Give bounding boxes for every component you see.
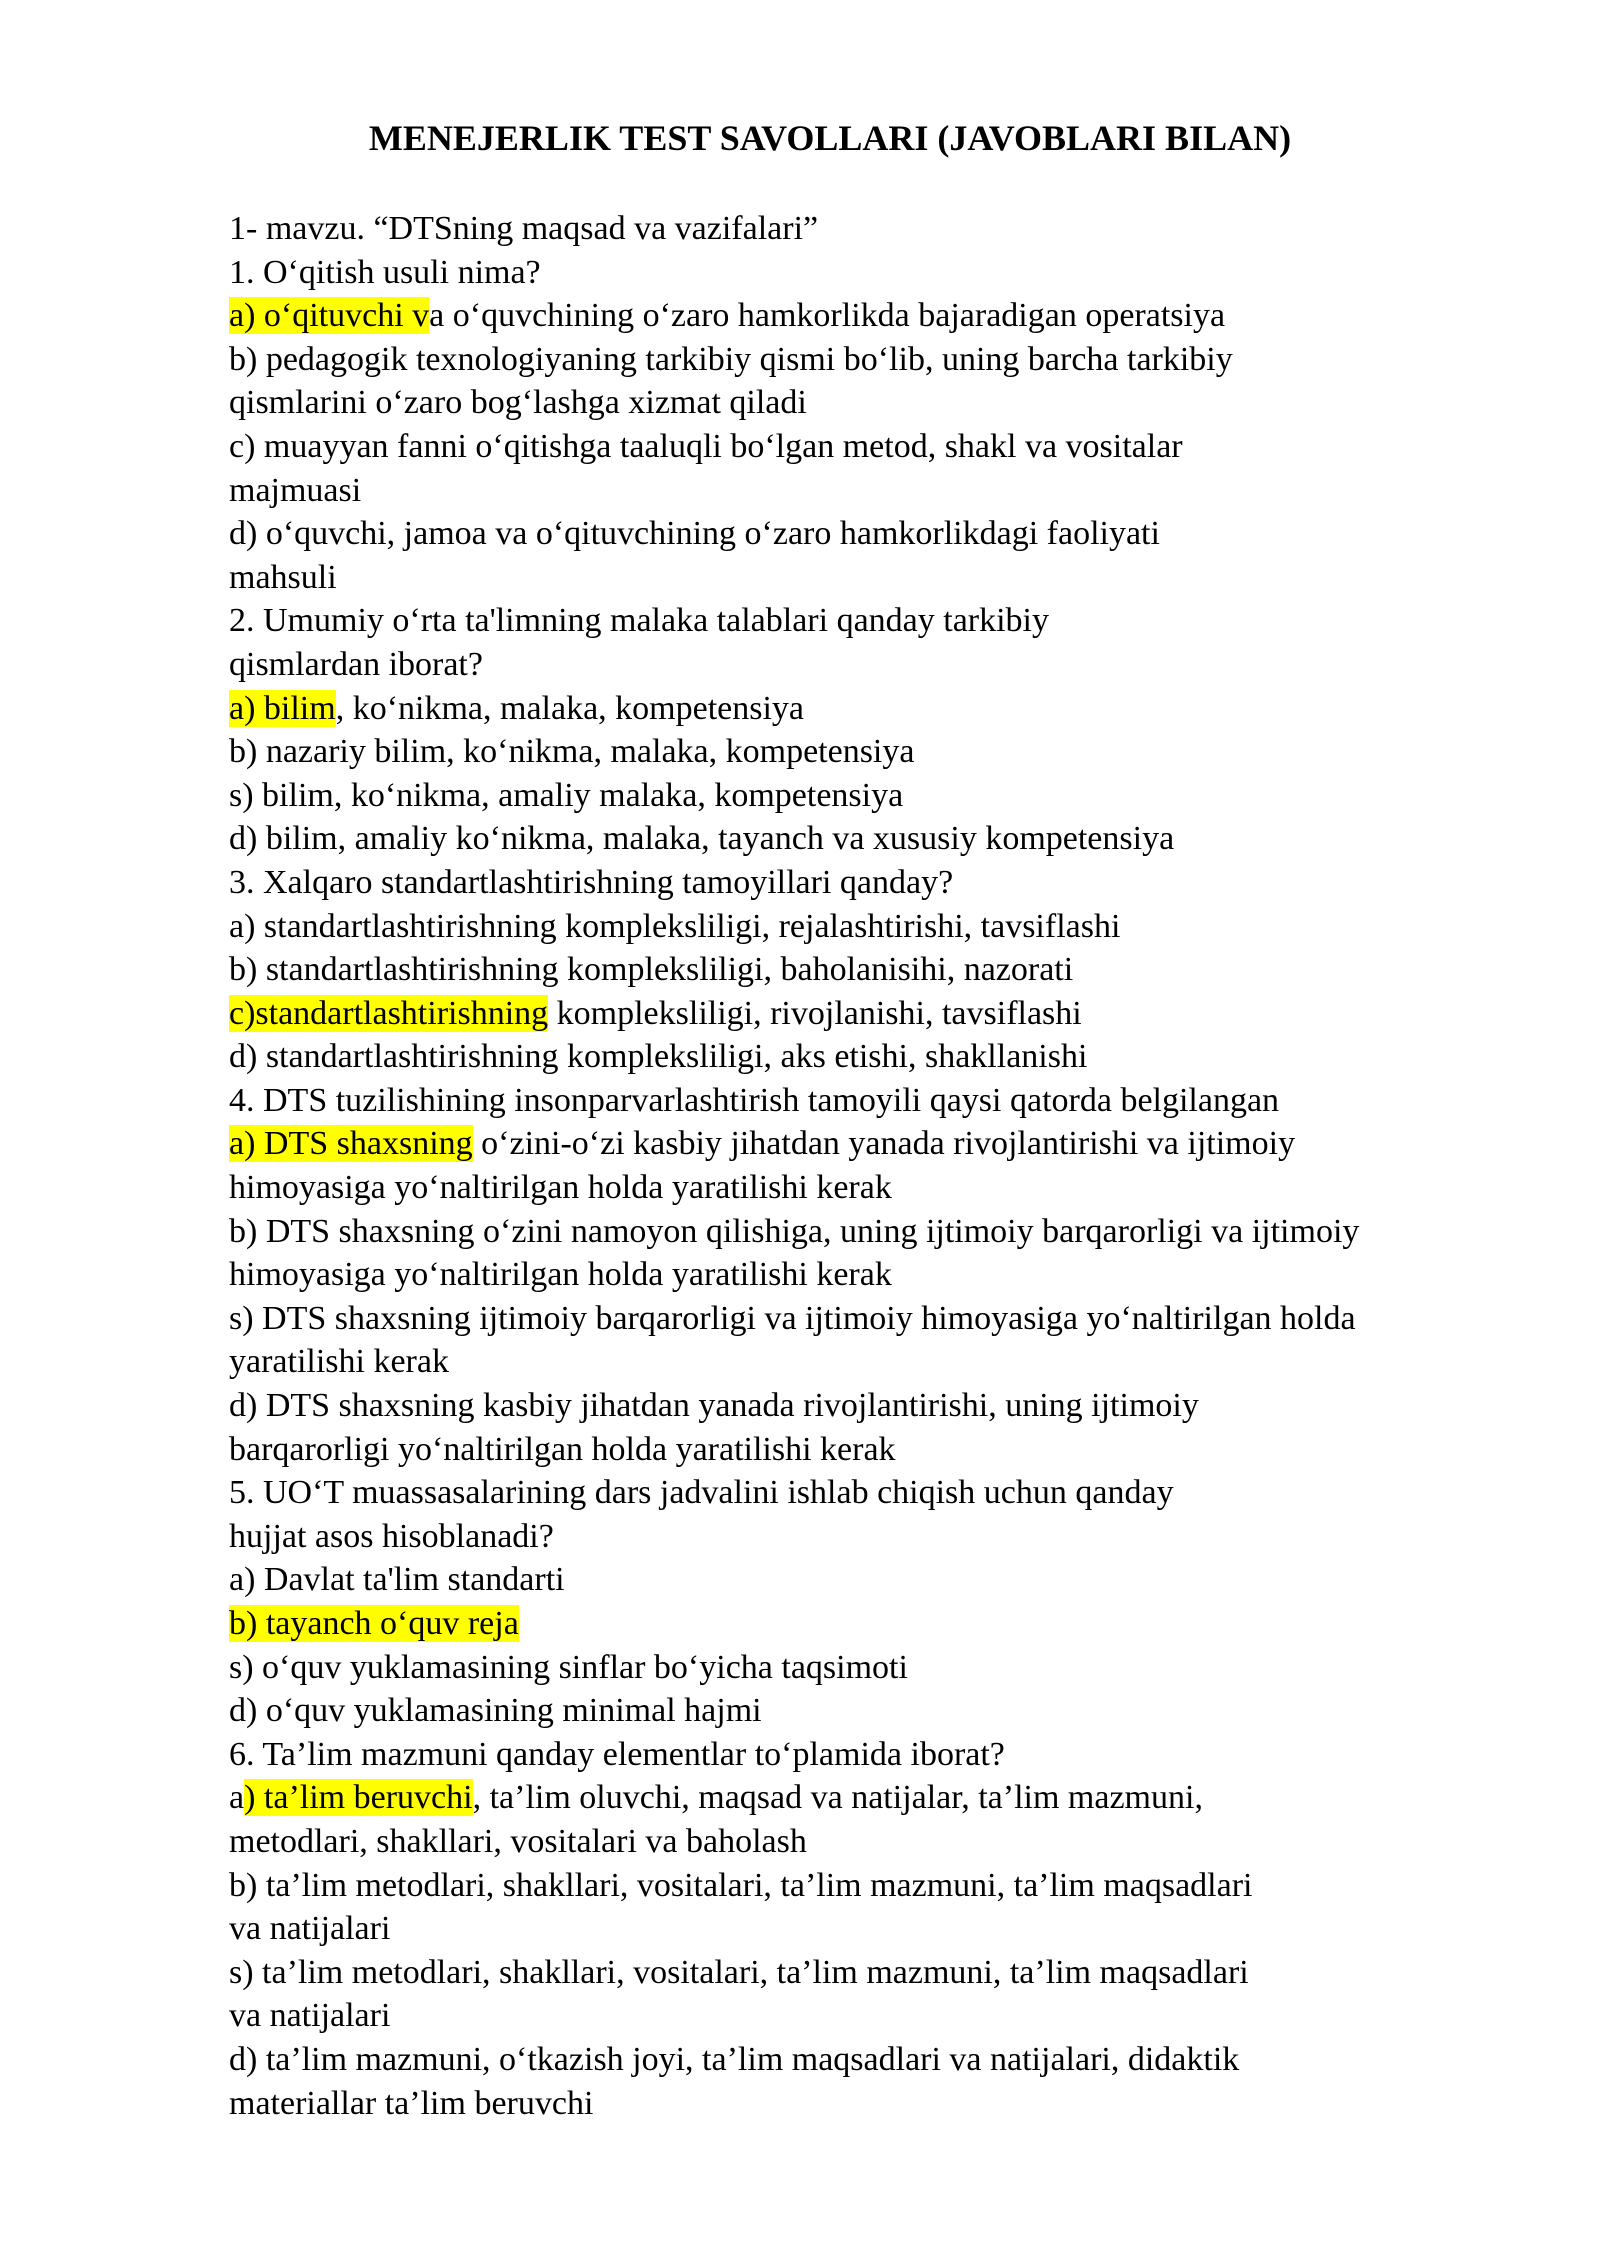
line-text: qismlardan iborat? [229, 645, 483, 683]
text-line [229, 1646, 1529, 1690]
text-line [229, 774, 1529, 818]
text-line [229, 338, 1529, 382]
line-text: himoyasiga yoʻnaltirilgan holda yaratilishi kerak [229, 1169, 892, 1207]
line-text: 3. Xalqaro standartlashtirishning tamoyillari qanday? [229, 863, 954, 901]
highlighted-answer: b) tayanch oʻquv reja [229, 1605, 519, 1642]
text-line [229, 2082, 1529, 2126]
line-text: b) DTS shaxsning oʻzini namoyon qilishiga, uning ijtimoiy barqarorligi va ijtimoiy [229, 1212, 1360, 1250]
line-text: hujjat asos hisoblanadi? [229, 1517, 554, 1555]
line-text: d) ta’lim mazmuni, oʻtkazish joyi, ta’lim maqsadlari va natijalari, didaktik [229, 2040, 1240, 2078]
line-text: s) bilim, koʻnikma, amaliy malaka, kompetensiya [229, 776, 904, 814]
text-line [229, 905, 1529, 949]
text-line [229, 1864, 1529, 1908]
text-line [229, 1253, 1529, 1297]
text-line [229, 1122, 1529, 1166]
text-line [229, 861, 1529, 905]
line-text: 2. Umumiy oʻrta ta'limning malaka talablari qanday tarkibiy [229, 602, 1050, 640]
line-text: a) Davlat ta'lim standarti [229, 1561, 565, 1599]
text-line [229, 992, 1529, 1036]
text-line [229, 1951, 1529, 1995]
text-line [229, 1994, 1529, 2038]
text-line [229, 1820, 1529, 1864]
document-body [229, 207, 1529, 2125]
highlighted-answer: a) oʻqituvchi v [229, 297, 430, 335]
line-text: himoyasiga yoʻnaltirilgan holda yaratilishi kerak [229, 1256, 892, 1294]
line-text: a) standartlashtirishning kompleksliligi, rejalashtirishi, tavsiflashi [229, 907, 1121, 945]
line-text: c) muayyan fanni oʻqitishga taaluqli boʻlgan metod, shakl va vositalar [229, 427, 1183, 465]
line-text: 4. DTS tuzilishining insonparvarlashtirish tamoyili qaysi qatorda belgilangan [229, 1081, 1280, 1119]
line-text: qismlarini oʻzaro bogʻlashga xizmat qiladi [229, 384, 807, 422]
line-text: a oʻquvchining oʻzaro hamkorlikda bajaradigan operatsiya [429, 297, 1226, 335]
line-text: yaratilishi kerak [229, 1343, 449, 1381]
line-text: d) bilim, amaliy koʻnikma, malaka, tayanch va xususiy kompetensiya [229, 820, 1175, 858]
highlighted-answer: a) DTS shaxsning [229, 1125, 473, 1163]
line-text: d) oʻquvchi, jamoa va oʻqituvchining oʻzaro hamkorlikdagi faoliyati [229, 515, 1160, 553]
text-line [229, 1428, 1529, 1472]
line-text: s) DTS shaxsning ijtimoiy barqarorligi va ijtimoiy himoyasiga yoʻnaltirilgan holda [229, 1299, 1356, 1337]
line-text: va natijalari [229, 1910, 391, 1948]
line-text: b) ta’lim metodlari, shakllari, vositalari, ta’lim mazmuni, ta’lim maqsadlari [229, 1866, 1253, 1904]
text-line [229, 381, 1529, 425]
line-text: 6. Ta’lim mazmuni qanday elementlar toʻplamida iborat? [229, 1735, 1005, 1773]
text-line [229, 643, 1529, 687]
text-line [229, 512, 1529, 556]
line-text: kompleksliligi, rivojlanishi, tavsiflashi [548, 994, 1082, 1032]
text-line [229, 1776, 1529, 1820]
text-line [229, 207, 1529, 251]
text-line [229, 1384, 1529, 1428]
line-text: mahsuli [229, 558, 337, 596]
text-line [229, 599, 1529, 643]
text-line [229, 556, 1529, 600]
line-text: s) oʻquv yuklamasining sinflar boʻyicha taqsimoti [229, 1648, 908, 1686]
text-line [229, 1035, 1529, 1079]
line-text: metodlari, shakllari, vositalari va baholash [229, 1822, 807, 1860]
text-line [229, 1733, 1529, 1777]
line-text: va natijalari [229, 1997, 391, 2035]
text-line [229, 1079, 1529, 1123]
text-line [229, 1689, 1529, 1733]
document-title: MENEJERLIK TEST SAVOLLARI (JAVOBLARI BILAN) [368, 118, 1292, 158]
line-text: s) ta’lim metodlari, shakllari, vositalari, ta’lim mazmuni, ta’lim maqsadlari [229, 1953, 1249, 1991]
line-text: 1- mavzu. “DTSning maqsad va vazifalari” [229, 210, 819, 247]
text-line [229, 1515, 1529, 1559]
line-text: d) DTS shaxsning kasbiy jihatdan yanada rivojlantirishi, uning ijtimoiy [229, 1387, 1199, 1425]
line-text: d) standartlashtirishning kompleksliligi, aks etishi, shakllanishi [229, 1038, 1088, 1076]
text-line [229, 1297, 1529, 1341]
text-line [229, 1558, 1529, 1602]
line-text: oʻzini-oʻzi kasbiy jihatdan yanada rivojlantirishi va ijtimoiy [472, 1125, 1296, 1163]
text-line [229, 687, 1529, 731]
text-line [229, 1340, 1529, 1384]
highlighted-answer: c)standartlashtirishning [229, 994, 549, 1032]
text-line [229, 1166, 1529, 1210]
line-text: majmuasi [229, 471, 362, 509]
text-line [229, 294, 1529, 338]
line-text: 5. UOʻT muassasalarining dars jadvalini ishlab chiqish uchun qanday [229, 1474, 1174, 1512]
text-line [229, 817, 1529, 861]
text-line [229, 1602, 1529, 1646]
text-line [229, 948, 1529, 992]
line-text: a [229, 1779, 245, 1817]
text-line [229, 2038, 1529, 2082]
text-line [229, 1210, 1529, 1254]
text-line [229, 425, 1529, 469]
line-text: materiallar ta’lim beruvchi [229, 2084, 594, 2122]
highlighted-answer: ) ta’lim beruvchi [244, 1779, 473, 1817]
line-text: b) pedagogik texnologiyaning tarkibiy qismi boʻlib, uning barcha tarkibiy [229, 340, 1233, 378]
text-line [229, 1471, 1529, 1515]
line-text: 1. Oʻqitish usuli nima? [229, 253, 541, 291]
line-text: , ta’lim oluvchi, maqsad va natijalar, ta’lim mazmuni, [472, 1779, 1203, 1817]
line-text: d) oʻquv yuklamasining minimal hajmi [229, 1692, 762, 1730]
text-line [229, 730, 1529, 774]
text-line [229, 251, 1529, 295]
line-text: , koʻnikma, malaka, kompetensiya [335, 689, 805, 727]
line-text: barqarorligi yoʻnaltirilgan holda yaratilishi kerak [229, 1430, 896, 1468]
line-text: b) standartlashtirishning kompleksliligi, baholanisihi, nazorati [229, 951, 1074, 989]
text-line [229, 469, 1529, 513]
text-line [229, 1907, 1529, 1951]
line-text: b) nazariy bilim, koʻnikma, malaka, kompetensiya [229, 733, 915, 771]
highlighted-answer: a) bilim [229, 689, 336, 727]
